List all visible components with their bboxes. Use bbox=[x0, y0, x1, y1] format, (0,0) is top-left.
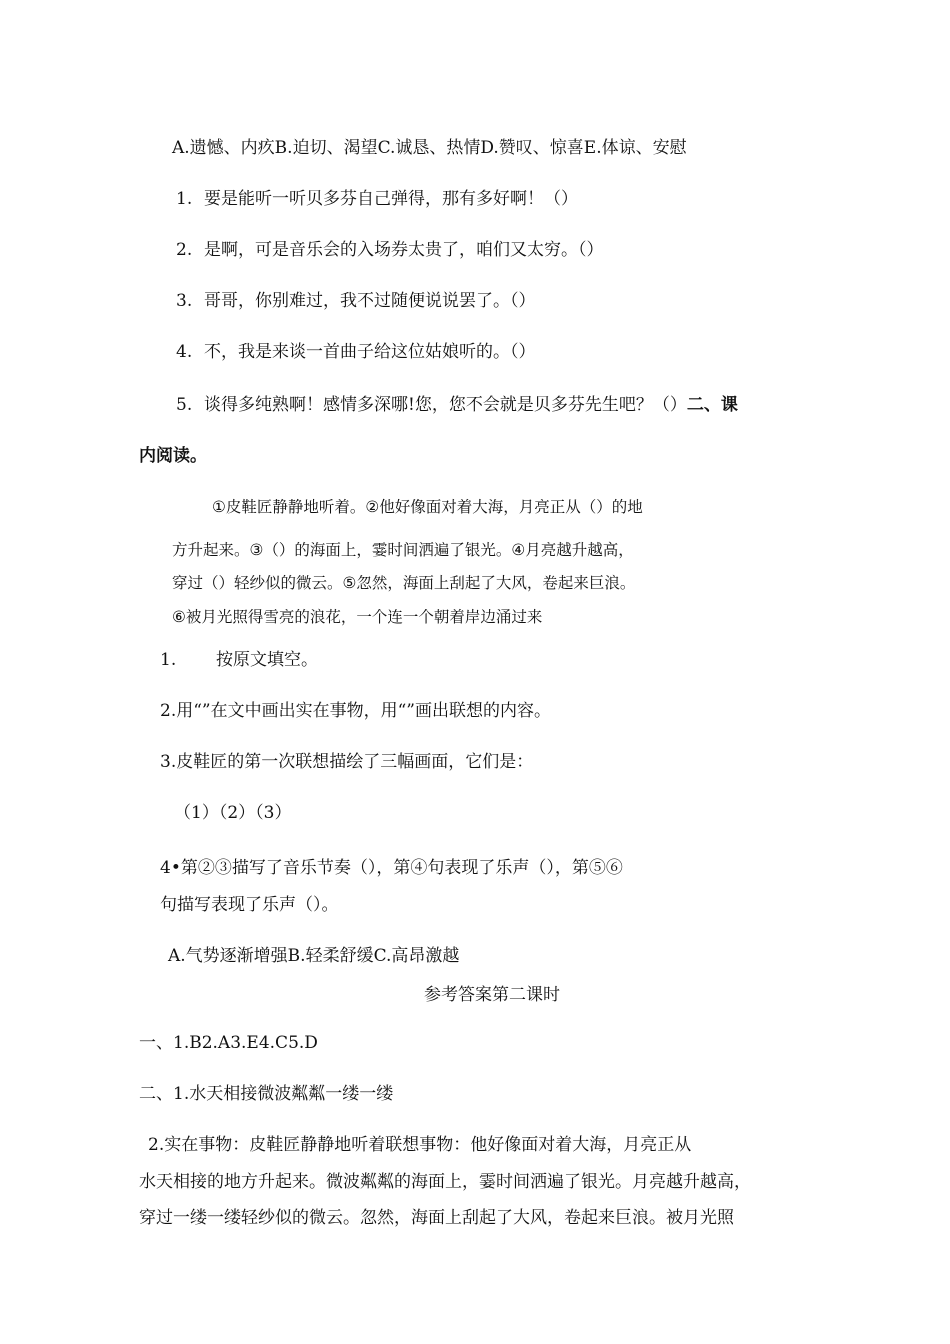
item-3 bbox=[176, 289, 536, 313]
answer-2-line-1: 2.实在事物：皮鞋匠静静地听着联想事物：他好像面对着大海，月亮正从 bbox=[148, 1135, 692, 1155]
question-text: 按原文填空。 bbox=[216, 650, 318, 670]
answer-section-1: 一、1.B2.A3.E4.C5.D bbox=[139, 1033, 318, 1053]
item-text: 哥哥，你别难过，我不过随便说说罢了。（） bbox=[204, 291, 536, 311]
question-4-line-2: 句描写表现了乐声（）。 bbox=[160, 895, 339, 915]
question-2: 2.用“”在文中画出实在事物，用“”画出联想的内容。 bbox=[160, 701, 551, 721]
item-number: 2. bbox=[176, 240, 193, 260]
answers-title: 参考答案第二课时 bbox=[424, 985, 560, 1005]
section-heading-start: 二、课 bbox=[686, 395, 738, 415]
item-text: 谈得多纯熟啊！感情多深哪!您，您不会就是贝多芬先生吧？（） bbox=[204, 395, 687, 415]
item-text: 要是能听一听贝多芬自己弹得，那有多好啊！（） bbox=[204, 189, 578, 209]
passage-line-4: ⑥被月光照得雪亮的浪花，一个连一个朝着岸边涌过来 bbox=[172, 608, 543, 626]
options-line: A.遗憾、内疚B.迫切、渴望C.诚恳、热情D.赞叹、惊喜E.体谅、安慰 bbox=[172, 138, 687, 158]
item-number: 5. bbox=[176, 395, 193, 415]
item-number: 4. bbox=[176, 342, 193, 362]
item-4 bbox=[176, 340, 536, 364]
question-4-line-1: 4•第②③描写了音乐节奏（），第④句表现了乐声（），第⑤⑥ bbox=[160, 858, 623, 878]
item-number: 1. bbox=[176, 189, 193, 209]
passage-line-3: 穿过（）轻纱似的微云。⑤忽然，海面上刮起了大风，卷起来巨浪。 bbox=[172, 574, 636, 592]
item-5 bbox=[176, 393, 738, 417]
question-3-blanks: （1）（2）（3） bbox=[174, 803, 292, 823]
question-3: 3.皮鞋匠的第一次联想描绘了三幅画面，它们是： bbox=[160, 752, 534, 772]
answer-2-line-2: 水天相接的地方升起来。微波粼粼的海面上，霎时间洒遍了银光。月亮越升越高， bbox=[139, 1172, 751, 1192]
answer-2-line-3: 穿过一缕一缕轻纱似的微云。忽然，海面上刮起了大风，卷起来巨浪。被月光照 bbox=[139, 1208, 734, 1228]
question-number: 1. bbox=[160, 650, 177, 670]
item-number: 3. bbox=[176, 291, 193, 311]
item-2 bbox=[176, 238, 604, 262]
section-heading-end: 内阅读。 bbox=[139, 446, 207, 466]
question-1 bbox=[160, 648, 318, 672]
question-4-options: A.气势逐渐增强B.轻柔舒缓C.高昂激越 bbox=[168, 946, 460, 966]
item-1 bbox=[176, 187, 578, 211]
item-text: 是啊，可是音乐会的入场券太贵了，咱们又太穷。（） bbox=[204, 240, 604, 260]
passage-line-1: ①皮鞋匠静静地听着。②他好像面对着大海，月亮正从（）的地 bbox=[212, 498, 643, 516]
item-text: 不，我是来谈一首曲子给这位姑娘听的。（） bbox=[204, 342, 536, 362]
passage-line-2: 方升起来。③（）的海面上，霎时间洒遍了银光。④月亮越升越高， bbox=[172, 541, 634, 559]
answer-section-2: 二、1.水天相接微波粼粼一缕一缕 bbox=[139, 1084, 394, 1104]
